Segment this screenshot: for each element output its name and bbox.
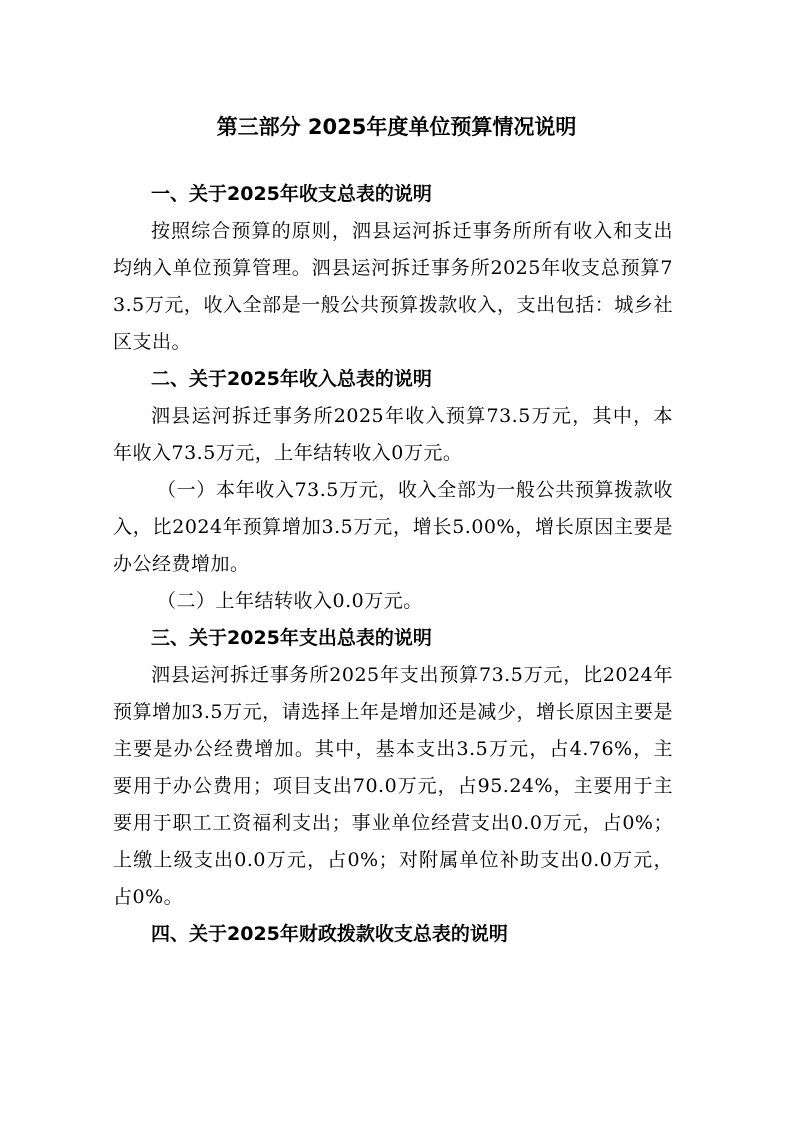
document-body (113, 176, 673, 953)
section-paragraph: （二）上年结转收入0.0万元。 (157, 590, 423, 612)
section-paragraph: 泗县运河拆迁事务所2025年支出预算73.5万元，比2024年预算增加3.5万元，请选择上年是增加还是减少，增长原因主要是主要是办公经费增加。其中，基本支出3.5万元，占4.76%，主要用于办公费用；项目支出70.0万元，占95.24%，主要用于主要用于职工工资福利支出；事业单位经营支出0.0万元，占0%；上缴上级支出0.0万元，占0%；对附属单位补助支出0.0万元，占0%。 (113, 664, 673, 908)
section-fiscal-appropriation-summary (113, 916, 673, 953)
section-income-expenditure-summary (113, 176, 673, 361)
section-heading: 四、关于2025年财政拨款收支总表的说明 (151, 923, 508, 945)
page-title: 第三部分 2025年度单位预算情况说明 (216, 115, 577, 139)
section-paragraph: 泗县运河拆迁事务所2025年收入预算73.5万元，其中，本年收入73.5万元，上年结转收入0万元。 (113, 405, 673, 464)
section-heading: 三、关于2025年支出总表的说明 (151, 627, 432, 649)
section-income-summary (113, 361, 673, 620)
section-heading: 一、关于2025年收支总表的说明 (151, 183, 432, 205)
section-heading: 二、关于2025年收入总表的说明 (151, 368, 432, 390)
section-paragraph: 按照综合预算的原则，泗县运河拆迁事务所所有收入和支出均纳入单位预算管理。泗县运河拆迁事务所2025年收支总预算73.5万元，收入全部是一般公共预算拨款收入，支出包括：城乡社区支出。 (113, 220, 673, 353)
section-expenditure-summary (113, 620, 673, 916)
section-paragraph: （一）本年收入73.5万元，收入全部为一般公共预算拨款收入，比2024年预算增加3.5万元，增长5.00%，增长原因主要是办公经费增加。 (113, 479, 673, 575)
